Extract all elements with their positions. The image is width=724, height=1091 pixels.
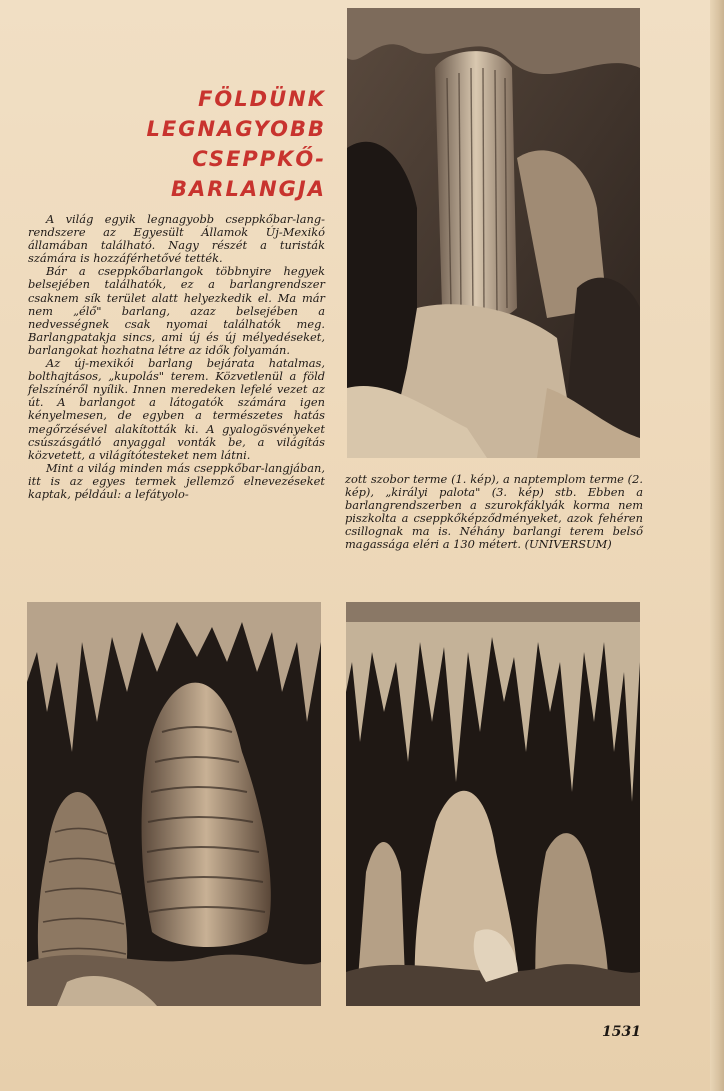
page-number: 1531 (602, 1024, 641, 1040)
title-line: BARLANGJA (171, 177, 326, 201)
cave-photo-1 (347, 8, 640, 458)
page-edge (710, 0, 724, 1091)
article-body-left (28, 213, 325, 501)
article-body-right (345, 473, 643, 552)
paragraph: zott szobor terme (1. kép), a naptemplom terme (2. kép), „királyi palota" (3. kép) stb. Ebben a barlangrendszerben a szurokfáklyák korma nem piszkolta a cseppkőképződményeket, azok fehéren csillognak ma is. Néhány barlangi terem belső magassága eléri a 130 métert. (UNIVERSUM) (345, 472, 643, 552)
cave-photo-3 (346, 602, 640, 1006)
cave-photo-2 (27, 602, 321, 1006)
paragraph: Mint a világ minden más cseppkőbar-langjában, itt is az egyes termek jellemző elnevezéseket kaptak, például: a lefátyolo- (28, 460, 325, 501)
title-line: CSEPPKŐ- (192, 147, 326, 171)
paragraph: Bár a cseppkőbarlangok többnyire hegyek belsejében találhatók, ez a barlangrendszer csaknem sík terület alatt helyezkedik el. Ma már nem „élő" barlang, azaz belsejében a nedvességnek csak nyomai találhatók meg. Barlangpatakja sincs, ami új és új mélyedéseket, barlangokat hozhatna létre az idők folyamán. (28, 264, 325, 357)
paragraph: Az új-mexikói barlang bejárata hatalmas, bolthajtásos, „kupolás" terem. Közvetlenül a föld felszínéről nyílik. Innen meredeken lefelé vezet az út. A barlangot a látogatók számára igen kényelmesen, de egyben a természetes hatás megőrzésével alakították ki. A gyalogösvényeket csúszásgátló anyaggal vonták be, a világítás közvetett, a világítótesteket nem látni. (28, 356, 325, 462)
title-line: FÖLDÜNK (198, 87, 326, 111)
article-title (108, 84, 326, 204)
title-line: LEGNAGYOBB (146, 117, 326, 141)
paragraph: A világ egyik legnagyobb cseppkőbar-lang-rendszere az Egyesült Államok Új-Mexikó államában található. Nagy részét a turisták számára is hozzáférhetővé tették. (28, 212, 325, 266)
